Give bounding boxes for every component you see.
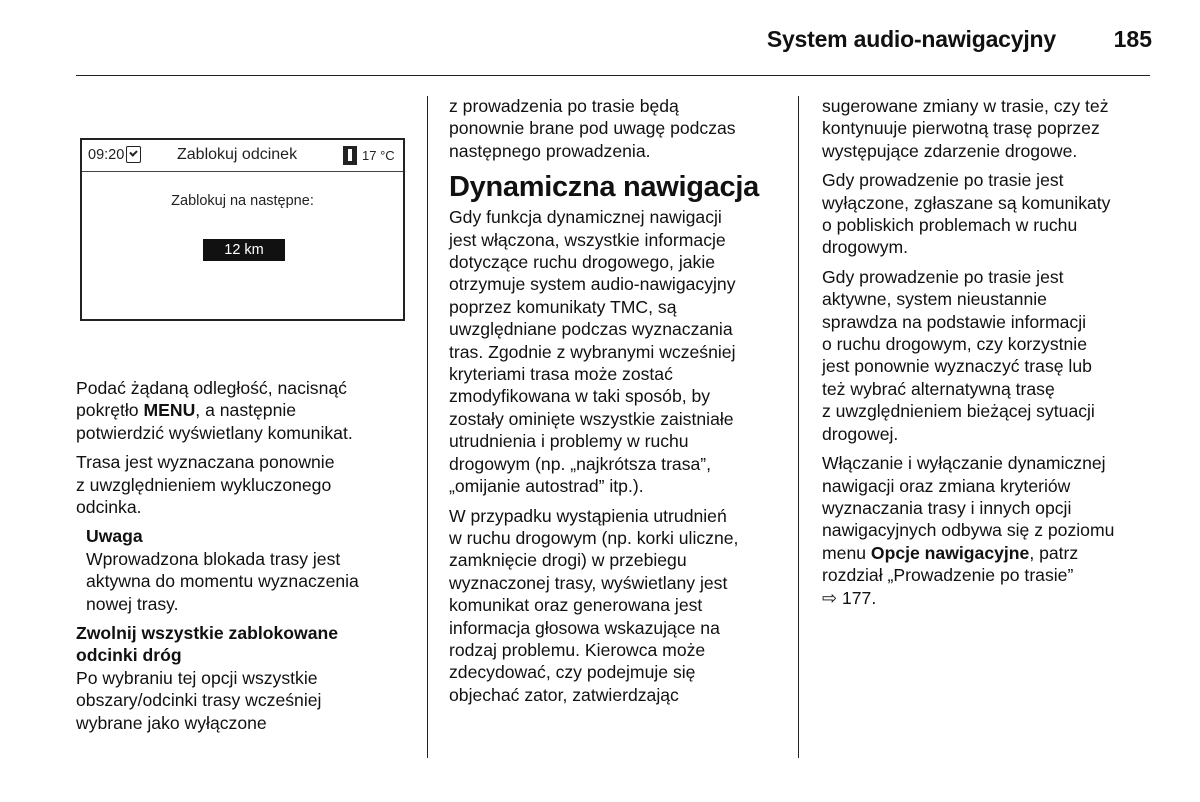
text-span: pokrętło: [76, 400, 144, 421]
menu-button-label: MENU: [143, 400, 196, 421]
text-line: [822, 542, 1162, 564]
text-line: rozdział „Prowadzenie po trasie”: [822, 565, 1074, 586]
text-line: zamknięcie drogi) w przebiegu: [449, 550, 687, 571]
text-line: z prowadzenia po trasie będą: [449, 96, 679, 116]
arrow-right-icon: ⇨: [822, 587, 838, 608]
text-line: zdecydować, czy podejmuje się: [449, 662, 696, 683]
text-column-3: [822, 95, 1162, 616]
text-line: utrudnienia i problemy w ruchu: [449, 431, 689, 452]
text-line: z uwzględnieniem bieżącej sytuacji: [822, 401, 1095, 422]
text-line: Gdy prowadzenie po trasie jest: [822, 266, 1064, 287]
text-line: [76, 399, 416, 421]
text-line: zostały ominięte wszystkie zaistniałe: [449, 408, 734, 429]
text-line: „omijanie autostrad” itp.).: [449, 476, 644, 497]
paragraph: [822, 95, 1162, 162]
text-column-1: [76, 377, 416, 741]
column-divider-2: [798, 96, 799, 758]
text-line: komunikat oraz generowana jest: [449, 595, 703, 616]
thermometer-icon: [343, 146, 357, 165]
text-line: tras. Zgodnie z wybranymi wcześniej: [449, 341, 736, 362]
text-line: sugerowane zmiany w trasie, czy też: [822, 96, 1109, 116]
paragraph: [449, 206, 789, 497]
text-line: drogowej.: [822, 423, 899, 444]
text-line: odcinki dróg: [76, 645, 182, 666]
text-line: dotyczące ruchu drogowego, jakie: [449, 252, 716, 273]
paragraph: [449, 505, 789, 707]
section-heading: Dynamiczna nawigacja: [449, 171, 759, 204]
text-line: potwierdzić wyświetlany komunikat.: [76, 422, 353, 443]
text-line: Po wybraniu tej opcji wszystkie: [76, 667, 318, 688]
text-line: kontynuuje pierwotną trasę poprzez: [822, 118, 1100, 139]
paragraph: [76, 667, 416, 734]
text-line: w ruchu drogowym (np. korki uliczne,: [449, 527, 739, 548]
text-line: informacja głosowa wskazujące na: [449, 617, 720, 638]
display-prompt: Zablokuj na następne:: [171, 193, 314, 209]
text-line: drogowym (np. „najkrótsza trasa”,: [449, 453, 712, 474]
text-line: Podać żądaną odległość, nacisnąć: [76, 378, 347, 398]
text-span: , patrz: [1029, 542, 1079, 563]
text-line: poprzez komunikaty TMC, są: [449, 296, 677, 317]
text-line: Gdy prowadzenie po trasie jest: [822, 170, 1064, 191]
clock-icon: [126, 146, 141, 163]
text-line: otrzymuje system audio-nawigacyjny: [449, 274, 736, 295]
paragraph: [822, 169, 1162, 259]
paragraph: [76, 451, 416, 518]
text-line: jest włączona, wszystkie informacje: [449, 229, 726, 250]
column-divider-1: [427, 96, 428, 758]
text-line: też wybrać alternatywną trasę: [822, 378, 1055, 399]
text-line: występujące zdarzenie drogowe.: [822, 140, 1078, 161]
text-line: Zwolnij wszystkie zablokowane: [76, 623, 339, 644]
running-header-title: System audio-nawigacyjny: [766, 26, 1056, 52]
text-line: nawigacyjnych odbywa się z poziomu: [822, 520, 1115, 541]
text-line: wyłączone, zgłaszane są komunikaty: [822, 192, 1111, 213]
paragraph: [822, 452, 1162, 609]
text-line: objechać zator, zatwierdzając: [449, 684, 679, 705]
sub-heading: [76, 622, 416, 667]
text-line: kryteriami trasa może zostać: [449, 364, 673, 385]
paragraph: [449, 95, 789, 162]
text-line: następnego prowadzenia.: [449, 140, 651, 161]
cross-reference-page: 177.: [841, 587, 877, 608]
text-line: aktywna do momentu wyznaczenia: [86, 571, 359, 592]
note-box: [76, 525, 416, 615]
text-line: Gdy funkcja dynamicznej nawigacji: [449, 207, 722, 228]
text-line: obszary/odcinki trasy wcześniej: [76, 690, 322, 711]
text-line: nowej trasy.: [86, 593, 179, 614]
text-line: Włączanie i wyłączanie dynamicznej: [822, 453, 1106, 474]
text-line: Trasa jest wyznaczana ponownie: [76, 452, 335, 473]
text-line: wyznaczonej trasy, wyświetlany jest: [449, 572, 728, 593]
text-span: menu: [822, 542, 871, 563]
display-status-bar: [82, 140, 403, 172]
text-line: wyznaczania trasy i innych opcji: [822, 497, 1072, 518]
text-line: jest ponownie wyznaczyć trasę lub: [822, 356, 1092, 377]
display-title: Zablokuj odcinek: [177, 146, 298, 163]
text-line: o ruchu drogowym, czy korzystnie: [822, 334, 1087, 355]
display-distance-value: 12 km: [203, 239, 285, 261]
display-time: 09:20: [88, 147, 125, 163]
text-line: sprawdza na podstawie informacji: [822, 311, 1087, 332]
text-line: aktywne, system nieustannie: [822, 289, 1047, 310]
cross-reference[interactable]: [822, 587, 1162, 609]
navigation-display-screen: [80, 138, 405, 321]
text-line: drogowym.: [822, 237, 909, 258]
text-line: rodzaj problemu. Kierowca może: [449, 639, 706, 660]
text-line: ponownie brane pod uwagę podczas: [449, 118, 736, 139]
text-span: , a następnie: [195, 400, 297, 421]
text-line: Wprowadzona blokada trasy jest: [86, 548, 341, 569]
note-title: Uwaga: [86, 526, 143, 547]
display-temperature: 17 °C: [362, 148, 395, 163]
text-line: wybrane jako wyłączone: [76, 712, 267, 733]
text-line: W przypadku wystąpienia utrudnień: [449, 505, 727, 526]
text-line: uwzględniane podczas wyznaczania: [449, 319, 733, 340]
paragraph: [76, 377, 416, 444]
text-line: z uwzględnieniem wykluczonego: [76, 474, 332, 495]
menu-option-label: Opcje nawigacyjne: [870, 542, 1030, 563]
paragraph: [822, 266, 1162, 445]
text-line: odcinka.: [76, 497, 142, 518]
text-line: o pobliskich problemach w ruchu: [822, 215, 1078, 236]
text-line: nawigacji oraz zmiana kryteriów: [822, 475, 1071, 496]
page-number: 185: [1113, 26, 1152, 52]
text-column-2: [449, 95, 789, 713]
header-rule: [76, 75, 1150, 76]
text-line: zmodyfikowana w taki sposób, by: [449, 386, 711, 407]
